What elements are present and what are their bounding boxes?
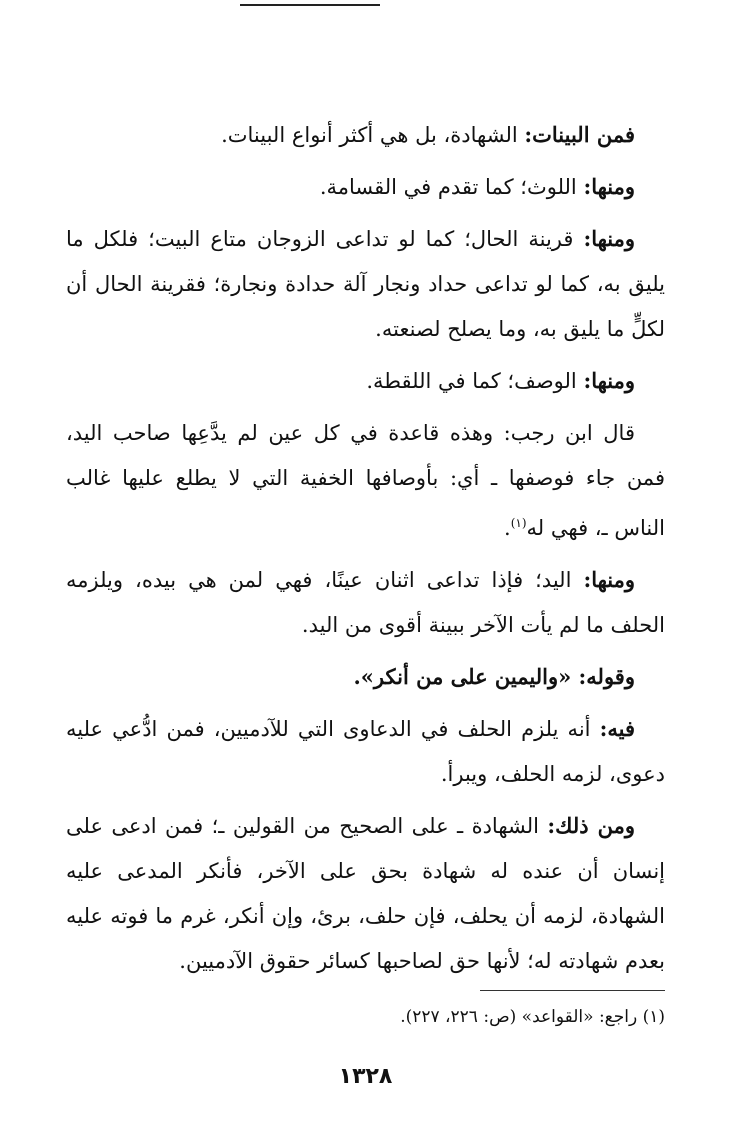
paragraph-lead: ومنها:	[583, 567, 635, 592]
paragraph-text: قرينة الحال؛ كما لو تداعى الزوجان متاع البيت؛ فلكل ما يليق به، كما لو تداعى حداد ونجار آلة حدادة ونجارة؛ فقرينة الحال أن لكلٍّ ما يليق به، وما يصلح لصنعته.	[66, 227, 665, 341]
paragraph-lead: ومنها:	[583, 226, 635, 251]
footnote-ref[interactable]: (١)	[510, 516, 527, 530]
page-number: ١٣٢٨	[338, 1064, 393, 1089]
paragraph-lead: ومنها:	[583, 174, 635, 199]
main-text	[66, 112, 665, 990]
top-rule	[240, 0, 380, 6]
paragraph	[66, 164, 665, 210]
paragraph-text: الشهادة، بل هي أكثر أنواع البينات.	[221, 123, 525, 147]
paragraph-lead: وقوله: «واليمين على من أنكر».	[353, 664, 635, 689]
paragraph-text: أنه يلزم الحلف في الدعاوى التي للآدميين، فمن ادُّعي عليه دعوى، لزمه الحلف، ويبرأ.	[66, 717, 665, 786]
paragraph	[66, 410, 665, 551]
paragraph-text: اللوث؛ كما تقدم في القسامة.	[319, 175, 584, 199]
paragraph-text: اليد؛ فإذا تداعى اثنان عينًا، فهي لمن هي بيده، ويلزمه الحلف ما لم يأت الآخر ببينة أقوى من اليد.	[66, 568, 665, 637]
paragraph-text: الوصف؛ كما في اللقطة.	[366, 369, 584, 393]
paragraph-lead: ومنها:	[583, 368, 635, 393]
paragraph	[66, 112, 665, 158]
paragraph	[66, 654, 665, 700]
paragraph-tail: .	[504, 516, 511, 540]
paragraph	[66, 706, 665, 797]
paragraph	[66, 803, 665, 984]
footnote-separator	[480, 990, 665, 991]
paragraph	[66, 216, 665, 352]
paragraph-text: الشهادة ـ على الصحيح من القولين ـ؛ فمن ادعى على إنسان أن عنده له شهادة بحق على الآخر، فأنكر المدعى عليه الشهادة، لزمه أن يحلف، فإن حلف، برئ، وإن أنكر، غرم ما فوته عليه بعدم شهادته له؛ لأنها حق لصاحبها كسائر حقوق الآدميين.	[66, 814, 665, 973]
footnote: (١) راجع: «القواعد» (ص: ٢٢٦، ٢٢٧).	[400, 1007, 665, 1027]
paragraph-lead: ومن ذلك:	[547, 813, 635, 838]
paragraph-text: قال ابن رجب: وهذه قاعدة في كل عين لم يدَّعِها صاحب اليد، فمن جاء فوصفها ـ أي: بأوصافها الخفية التي لا يطلع عليها غالب الناس ـ، فهي له	[66, 421, 665, 540]
paragraph-lead: فيه:	[599, 716, 635, 741]
paragraph-lead: فمن البينات:	[524, 122, 635, 147]
paragraph	[66, 358, 665, 404]
paragraph	[66, 557, 665, 648]
